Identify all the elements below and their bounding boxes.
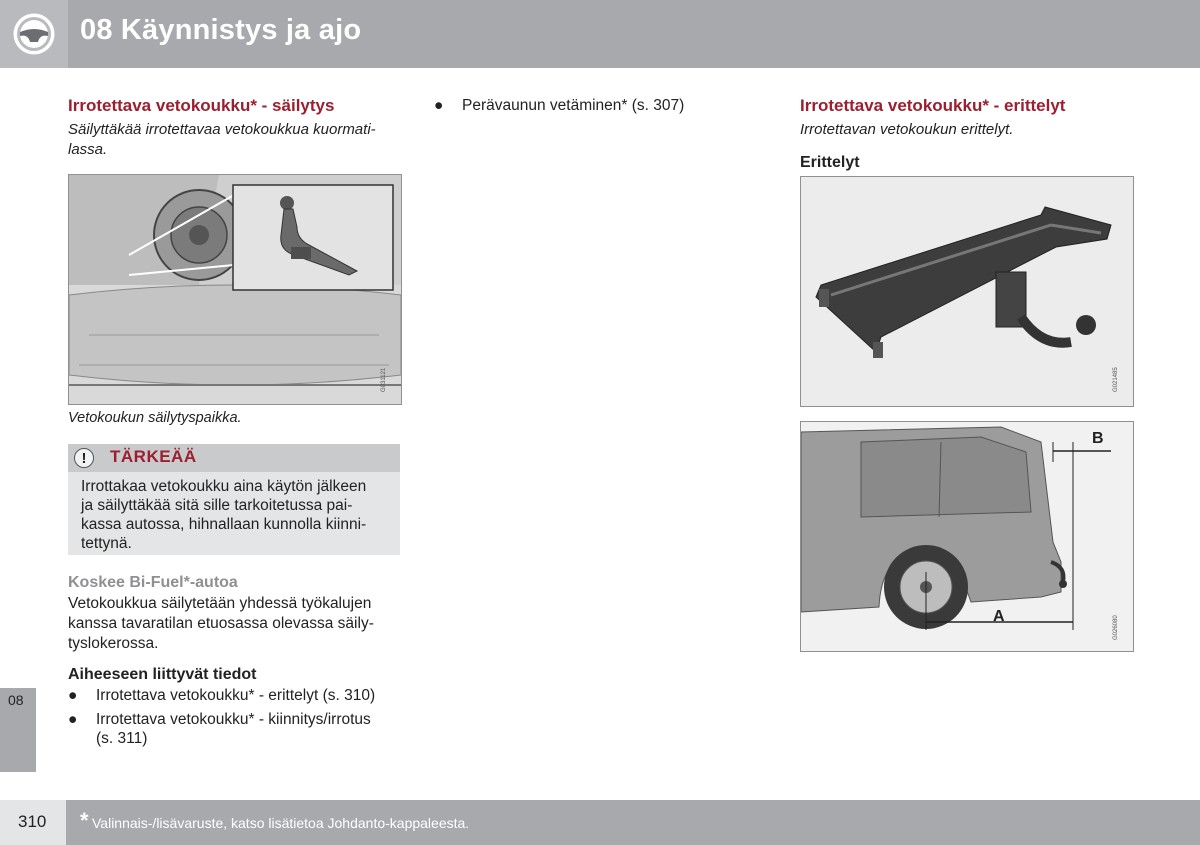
related-link-mounting-text: Irrotettava vetokoukku* - kiinnitys/irrotus [96, 711, 371, 728]
important-title: TÄRKEÄÄ [110, 447, 197, 466]
related-link-mounting-line2[interactable]: (s. 311) [96, 730, 148, 747]
footnote-text: Valinnais-/lisävaruste, katso lisätietoa Johdanto-kappaleesta. [92, 815, 470, 831]
section-title-specs: Irrotettava vetokoukku* - erittelyt [800, 96, 1066, 115]
footnote-star: * [80, 808, 89, 833]
dimension-label-b: B [1092, 430, 1104, 447]
bifuel-text-line1: Vetokoukkua säilytetään yhdessä työkalujen [68, 595, 372, 612]
trailer-towing-link-text: Perävaunun vetäminen* (s. 307) [462, 97, 685, 114]
related-link-specs-text: Irrotettava vetokoukku* - erittelyt (s. 310) [96, 687, 376, 704]
related-heading: Aiheeseen liittyvät tiedot [68, 666, 257, 683]
bifuel-text-line2: kanssa tavaratilan etuosassa olevassa säily- [68, 615, 374, 632]
exclamation-icon: ! [74, 448, 94, 468]
trunk-illustration [69, 175, 401, 404]
bullet-dot: ● [434, 97, 444, 114]
spec-heading: Erittelyt [800, 154, 860, 171]
figure-dimensions [800, 421, 1134, 652]
page-number: 310 [18, 812, 47, 831]
bifuel-text-line3: tyslokerossa. [68, 635, 159, 652]
figure-towbar [800, 176, 1134, 407]
section-subtitle-line2: lassa. [68, 141, 108, 158]
important-text-line4: tettynä. [81, 535, 132, 552]
important-text-line1: Irrottakaa vetokoukku aina käytön jälkeen [81, 478, 367, 495]
chapter-title: 08 Käynnistys ja ajo [80, 14, 362, 46]
bullet-dot: ● [68, 711, 78, 728]
section-subtitle-specs: Irrotettavan vetokoukun erittelyt. [800, 121, 1014, 138]
towbar-illustration [801, 177, 1133, 406]
figure-code-dimensions: G026080 [1113, 615, 1119, 640]
important-text-line2: ja säilyttäkää sitä sille tarkoitetussa pai- [81, 497, 353, 514]
section-title-storage: Irrotettava vetokoukku* - säilytys [68, 96, 335, 115]
important-text-line3: kassa autossa, hihnallaan kunnolla kiinni- [81, 516, 367, 533]
figure-caption-storage: Vetokoukun säilytyspaikka. [68, 410, 242, 426]
bifuel-heading: Koskee Bi-Fuel*-autoa [68, 574, 238, 591]
figure-storage-location [68, 174, 402, 405]
dimension-label-a: A [993, 608, 1005, 625]
bullet-dot: ● [68, 687, 78, 704]
figure-code-storage: G031121 [381, 367, 387, 392]
chapter-side-tab-label: 08 [8, 692, 24, 708]
section-subtitle-line1: Säilyttäkää irrotettavaa vetokoukkua kuormati- [68, 121, 376, 138]
figure-code-towbar: G021485 [1113, 367, 1119, 392]
car-dimensions-illustration [801, 422, 1133, 651]
steering-wheel-icon [12, 12, 56, 56]
